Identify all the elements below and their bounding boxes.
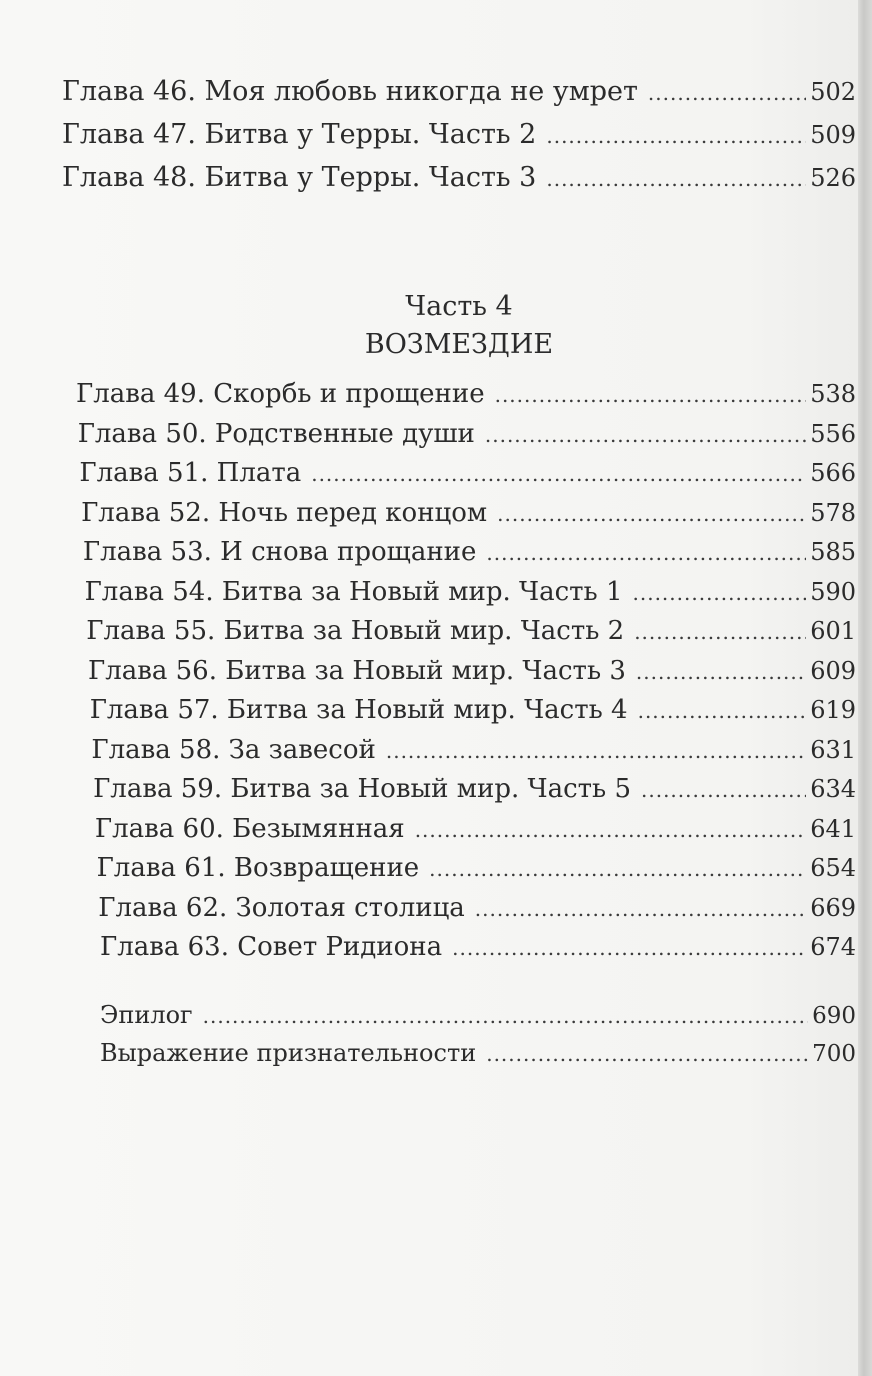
toc-entry [76,381,856,421]
toc-entry [76,497,856,540]
toc-entry-page: 601 [810,617,856,645]
toc-entry [76,734,856,777]
toc-entry-title: Глава 60. Безымянная [94,813,405,844]
toc-entry-page: 609 [810,656,856,685]
page-edge-shadow [858,0,872,1376]
toc-entry-title: Глава 56. Битва за Новый мир. Часть 3 [88,655,626,686]
toc-entry [76,813,856,856]
toc-leader-dots [634,622,806,642]
toc-entry-page: 654 [810,854,856,882]
toc-entry-page: 538 [810,380,856,408]
toc-leader-dots [486,543,806,563]
toc-entry-title: Глава 51. Плата [79,458,302,488]
toc-entry-title: Выражение признательности [100,1039,477,1067]
toc-entry-title: Глава 54. Битва за Новый мир. Часть 1 [84,576,623,607]
toc-entry-page: 556 [810,419,856,448]
toc-entry [62,164,856,207]
toc-entry-title: Глава 55. Битва за Новый мир. Часть 2 [86,616,625,646]
toc-entry-title: Глава 53. И снова прощание [82,537,477,567]
toc-entry-page: 674 [810,933,856,961]
toc-leader-dots [633,583,807,603]
part-label: Часть 4 [405,291,513,322]
toc-leader-dots [546,169,806,189]
toc-entry-page: 690 [812,1003,856,1029]
toc-leader-dots [415,820,806,840]
toc-entry-title: Глава 57. Битва за Новый мир. Часть 4 [89,695,628,725]
toc-leader-dots [648,83,806,103]
toc-entry [100,1003,856,1041]
toc-entry [76,460,856,500]
toc-leader-dots [429,859,806,879]
toc-leader-dots [485,425,806,445]
toc-entry [62,78,856,121]
toc-entry [76,776,856,816]
toc-entry-page: 526 [810,164,856,192]
part-title: ВОЗМЕЗДИЕ [364,329,554,360]
toc-entry-title: Глава 62. Золотая столица [98,892,465,923]
toc-entry-title: Глава 49. Скорбь и прощение [76,379,485,409]
toc-leader-dots [475,899,806,919]
toc-leader-dots [386,741,806,761]
toc-entry [76,934,856,974]
toc-entry-title: Глава 50. Родственные души [77,418,475,449]
toc-entry-page: 641 [810,814,856,843]
toc-entry-title: Эпилог [100,1001,193,1029]
toc-top-block [62,78,856,207]
toc-entry [76,539,856,579]
toc-entry [76,618,856,658]
toc-leader-dots [546,126,806,146]
toc-entry-page: 700 [812,1041,856,1067]
part-heading [62,288,856,364]
toc-entry-page: 566 [810,459,856,487]
toc-entry-page: 585 [810,538,856,566]
toc-entry-page: 634 [810,775,856,803]
toc-entry-page: 619 [810,696,856,724]
toc-entry-page: 631 [810,735,856,764]
toc-entry-page: 578 [810,498,856,527]
toc-leader-dots [497,504,806,524]
toc-entry-title: Глава 58. За завесой [91,734,376,765]
toc-entry-title: Глава 61. Возвращение [96,853,420,883]
toc-leader-dots [636,662,806,682]
toc-entry-title: Глава 63. Совет Ридиона [100,932,443,962]
toc-entry-page: 590 [810,577,856,606]
toc-entry [76,576,856,619]
toc-entry [76,855,856,895]
toc-entry-title: Глава 48. Битва у Терры. Часть 3 [62,162,537,193]
toc-entry [76,655,856,698]
toc-entry [62,121,856,164]
toc-entry [100,1041,856,1079]
toc-part4-block [76,381,856,974]
toc-entry [76,418,856,461]
toc-entry [76,697,856,737]
toc-leader-dots [641,780,806,800]
toc-entry-title: Глава 52. Ночь перед концом [81,497,488,528]
toc-entry-title: Глава 46. Моя любовь никогда не умрет [62,76,638,107]
toc-leader-dots [638,701,807,721]
toc-entry-title: Глава 47. Битва у Терры. Часть 2 [62,119,537,150]
toc-entry-page: 502 [810,78,856,106]
toc-leader-dots [311,464,806,484]
toc-leader-dots [452,938,806,958]
toc-leader-dots [495,385,807,405]
toc-end-block [100,1003,856,1079]
toc-leader-dots [486,1044,808,1064]
toc-entry [76,892,856,935]
toc-leader-dots [203,1006,808,1026]
toc-entry-page: 669 [810,893,856,922]
toc-entry-page: 509 [810,121,856,149]
toc-entry-title: Глава 59. Битва за Новый мир. Часть 5 [93,774,631,804]
